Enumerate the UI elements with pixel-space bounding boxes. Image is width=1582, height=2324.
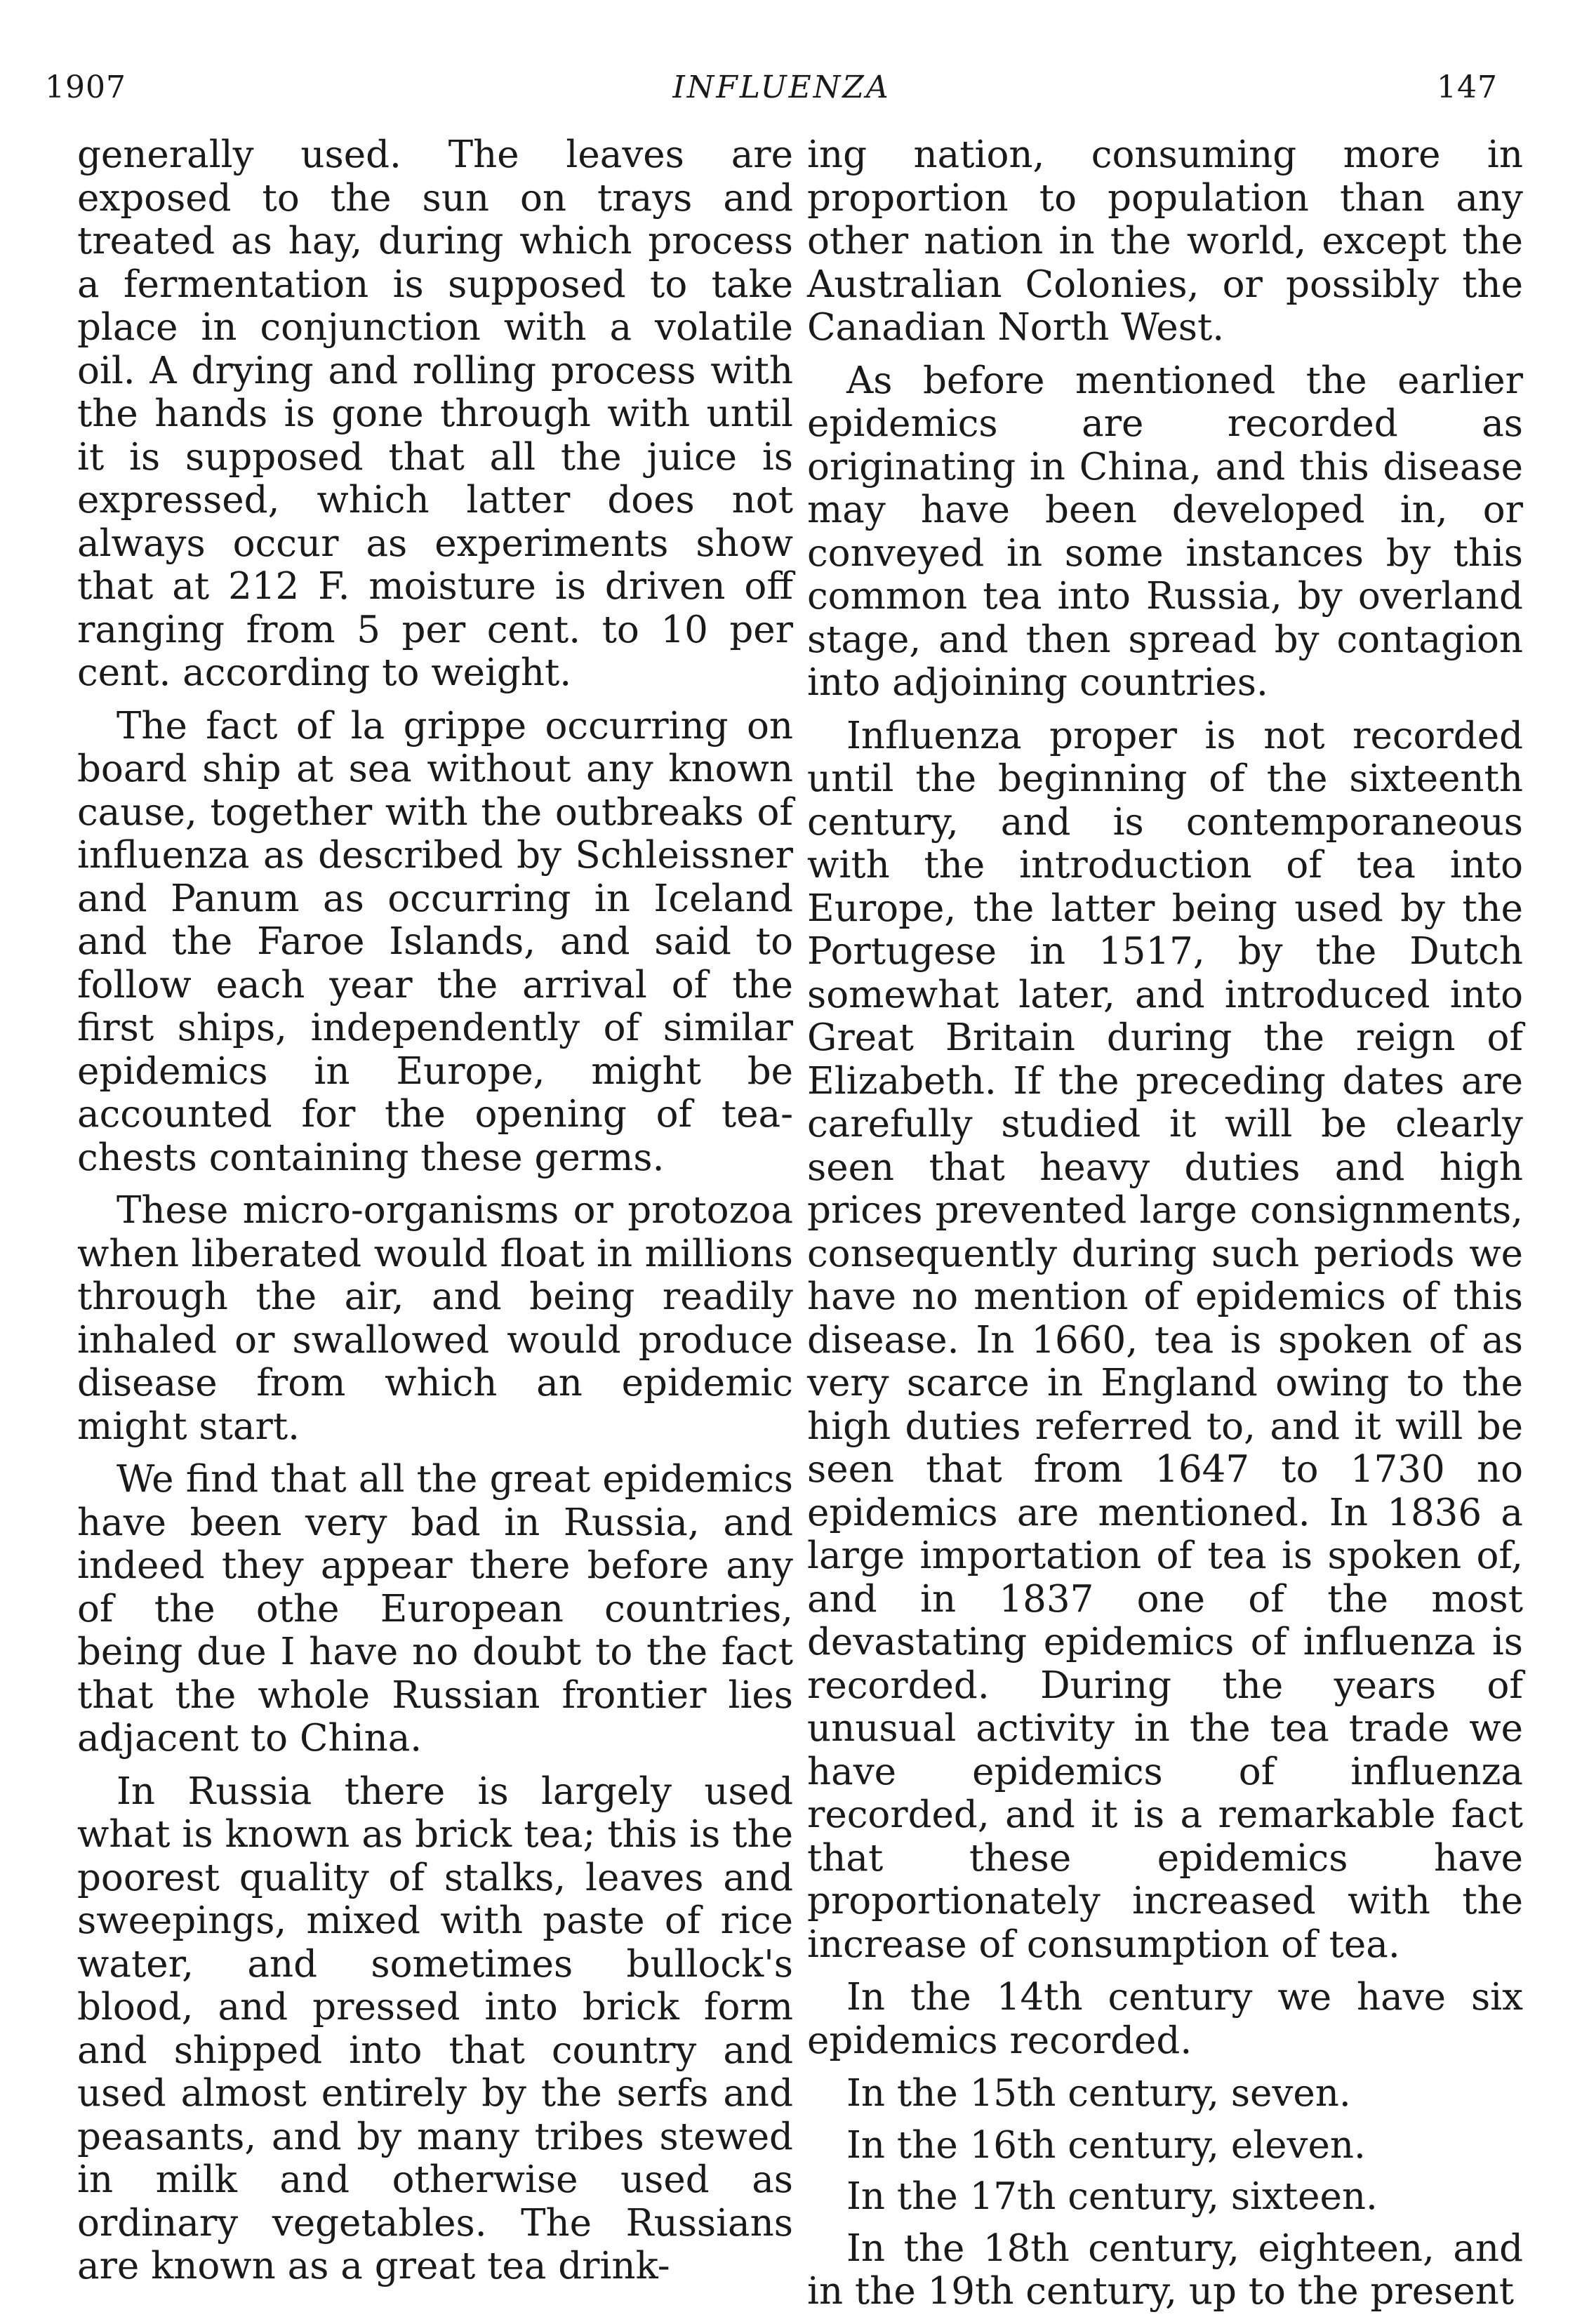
paragraph: Influenza proper is not recorded until the beginning of the sixteenth century, and is contemporaneous with the introduction of tea into Europe, the latter being used by the Portugese in 1517, by the Dutch somewhat later, and introduced into Great Britain during the reign of Elizabeth. If the preceding dates are carefully studied it will be clearly seen that heavy duties and high prices prevented large consignments, consequently during such periods we have no mention of epidemics of this disease. In 1660, tea is spoken of as very scarce in England owing to the high duties referred to, and it will be seen that from 1647 to 1730 no epidemics are mentioned. In 1836 a large importation of tea is spoken of, and in 1837 one of the most devastating epidemics of influenza is recorded. During the years of unusual activity in the tea trade we have epidemics of influenza recorded, and it is a remarkable fact that these epidemics have proportionately increased with the increase of consumption of tea. [807, 714, 1523, 1966]
paragraph: The fact of la grippe occurring on board ship at sea without any known cause, together with the outbreaks of influenza as described by Schleissner and Panum as occurring in Iceland and the Faroe Islands, and said to follow each year the arrival of the first ships, independently of similar epidemics in Europe, might be accounted for the opening of tea-chests containing these germs. [77, 704, 793, 1179]
paragraph: We find that all the great epidemics have been very bad in Russia, and indeed they appear there before any of the othe European countries, being due I have no doubt to the fact that the whole Russian frontier lies adjacent to China. [77, 1458, 793, 1760]
paragraph: In the 17th century, sixteen. [846, 2175, 1378, 2218]
left-column [77, 133, 793, 2298]
header-title: INFLUENZA [672, 69, 891, 105]
page-number: 147 [1437, 69, 1498, 105]
paragraph: ing nation, consuming more in proportion to population than any other nation in the world, except the Australian Colonies, or possibly the Canadian North West. [807, 133, 1523, 349]
paragraph: generally used. The leaves are exposed to the sun on trays and treated as hay, during which process a fermentation is supposed to take place in conjunction with a volatile oil. A drying and rolling process with the hands is gone through with until it is supposed that all the juice is expressed, which latter does not always occur as experiments show that at 212 F. moisture is driven off ranging from 5 per cent. to 10 per cent. according to weight. [77, 133, 793, 694]
paragraph: These micro-organisms or protozoa when liberated would float in millions through the air, and being readily inhaled or swallowed would produce disease from which an epidemic might start. [77, 1189, 793, 1448]
paragraph: In the 15th century, seven. [846, 2072, 1351, 2115]
paragraph: In the 16th century, eleven. [846, 2123, 1366, 2167]
paragraph: As before mentioned the earlier epidemics are recorded as originating in China, and this disease may have been developed in, or conveyed in some instances by this common tea into Russia, by overland stage, and then spread by contagion into adjoining countries. [807, 359, 1523, 704]
header-year: 1907 [45, 69, 126, 105]
right-column [807, 133, 1523, 2322]
paragraph: In the 14th century we have six epidemics recorded. [807, 1976, 1523, 2062]
paragraph: In Russia there is largely used what is known as brick tea; this is the poorest quality of stalks, leaves and sweepings, mixed with paste of rice water, and sometimes bullock's blood, and pressed into brick form and shipped into that country and used almost entirely by the serfs and peasants, and by many tribes stewed in milk and otherwise used as ordinary vegetables. The Russians are known as a great tea drink- [77, 1769, 793, 2288]
running-header [45, 59, 1498, 115]
paragraph: In the 18th century, eighteen, and in the 19th century, up to the present [807, 2226, 1523, 2313]
